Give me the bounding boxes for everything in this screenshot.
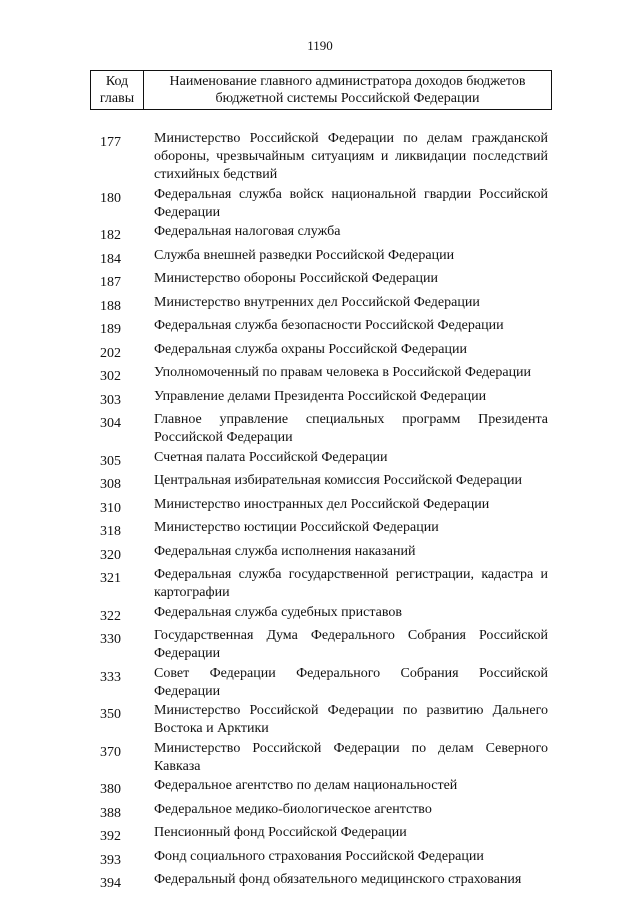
row-name: Федеральная служба государственной регистрации, кадастра и картографии [154, 567, 548, 600]
table-row [96, 604, 548, 626]
header-name-cell: Наименование главного администратора доходов бюджетов бюджетной системы Российской Федерации [169, 74, 526, 106]
table-row [96, 449, 548, 471]
table-row [96, 496, 548, 518]
table-row [96, 411, 548, 447]
table-body [96, 130, 548, 895]
table-row [96, 472, 548, 494]
row-name: Федеральная служба исполнения наказаний [154, 543, 416, 559]
row-name: Федеральная служба охраны Российской Федерации [154, 341, 467, 357]
row-name: Министерство внутренних дел Российской Федерации [154, 294, 480, 310]
table-row [96, 130, 548, 184]
table-row [96, 317, 548, 339]
row-code: 308 [100, 477, 121, 492]
table-row [96, 871, 548, 893]
row-name: Центральная избирательная комиссия Российской Федерации [154, 473, 522, 488]
table-row [96, 341, 548, 363]
row-name: Федеральное медико-биологическое агентство [154, 801, 432, 817]
row-name: Счетная палата Российской Федерации [154, 449, 388, 465]
row-code: 180 [100, 190, 121, 206]
table-row [96, 702, 548, 738]
row-code: 350 [100, 707, 121, 722]
row-name: Министерство Российской Федерации по развитию Дальнего Востока и Арктики [154, 703, 548, 736]
row-code: 303 [100, 392, 121, 408]
row-code: 184 [100, 251, 121, 267]
row-name: Федеральное агентство по делам национальностей [154, 778, 458, 793]
row-code: 304 [100, 416, 121, 431]
row-name: Министерство иностранных дел Российской Федерации [154, 496, 490, 512]
row-code: 187 [100, 275, 121, 290]
table-row [96, 519, 548, 541]
table-row [96, 627, 548, 663]
row-name: Пенсионный фонд Российской Федерации [154, 825, 407, 840]
row-name: Министерство Российской Федерации по делам Северного Кавказа [154, 740, 548, 774]
row-code: 188 [100, 298, 121, 314]
row-name: Служба внешней разведки Российской Федерации [154, 247, 455, 263]
row-code: 322 [100, 608, 121, 624]
table-row [96, 543, 548, 565]
row-code: 302 [100, 369, 121, 384]
row-name: Федеральная служба судебных приставов [154, 604, 402, 620]
row-code: 330 [100, 632, 121, 647]
row-code: 305 [100, 453, 121, 469]
row-name: Управление делами Президента Российской Федерации [154, 388, 487, 404]
table-row [96, 824, 548, 846]
header-code-line1: Код [105, 74, 129, 89]
table-row [96, 848, 548, 870]
table-row [96, 801, 548, 823]
table-row [96, 223, 548, 245]
header-code-line2: главы [99, 91, 135, 106]
row-name: Федеральная налоговая служба [154, 224, 341, 239]
table-row [96, 388, 548, 410]
row-name: Министерство обороны Российской Федерации [154, 271, 438, 286]
row-code: 392 [100, 829, 121, 844]
table-row [96, 247, 548, 269]
header-code-cell [91, 71, 144, 109]
table-row [96, 364, 548, 386]
row-code: 310 [100, 500, 121, 516]
table-row [96, 270, 548, 292]
row-code: 393 [100, 852, 121, 868]
row-code: 320 [100, 547, 121, 563]
row-code: 333 [100, 669, 121, 685]
table-header [90, 70, 552, 110]
page-number: 1190 [307, 38, 333, 53]
row-name: Федеральная служба безопасности Российской Федерации [154, 318, 504, 333]
row-name: Государственная Дума Федерального Собрания Российской Федерации [154, 628, 548, 661]
row-name: Федеральный фонд обязательного медицинского страхования [154, 872, 522, 887]
row-name: Уполномоченный по правам человека в Российской Федерации [154, 365, 532, 380]
row-code: 394 [100, 876, 121, 891]
table-row [96, 294, 548, 316]
row-code: 202 [100, 345, 121, 361]
row-name: Министерство Российской Федерации по делам гражданской обороны, чрезвычайным ситуациям и ликвидации последствий стихийных бедствий [154, 131, 548, 182]
table-row [96, 665, 548, 701]
row-code: 189 [100, 322, 121, 337]
row-name: Главное управление специальных программ Президента Российской Федерации [154, 412, 548, 445]
row-code: 380 [100, 782, 121, 797]
table-row [96, 566, 548, 602]
table-row [96, 186, 548, 222]
row-code: 177 [100, 135, 121, 150]
row-code: 321 [100, 571, 121, 586]
row-name: Совет Федерации Федерального Собрания Российской Федерации [154, 665, 548, 699]
table-row [96, 740, 548, 776]
row-code: 318 [100, 524, 121, 539]
row-code: 388 [100, 805, 121, 821]
table-row [96, 777, 548, 799]
row-code: 182 [100, 228, 121, 243]
row-name: Министерство юстиции Российской Федерации [154, 520, 439, 535]
row-name: Федеральная служба войск национальной гвардии Российской Федерации [154, 186, 548, 220]
row-code: 370 [100, 744, 121, 760]
row-name: Фонд социального страхования Российской Федерации [154, 848, 484, 864]
